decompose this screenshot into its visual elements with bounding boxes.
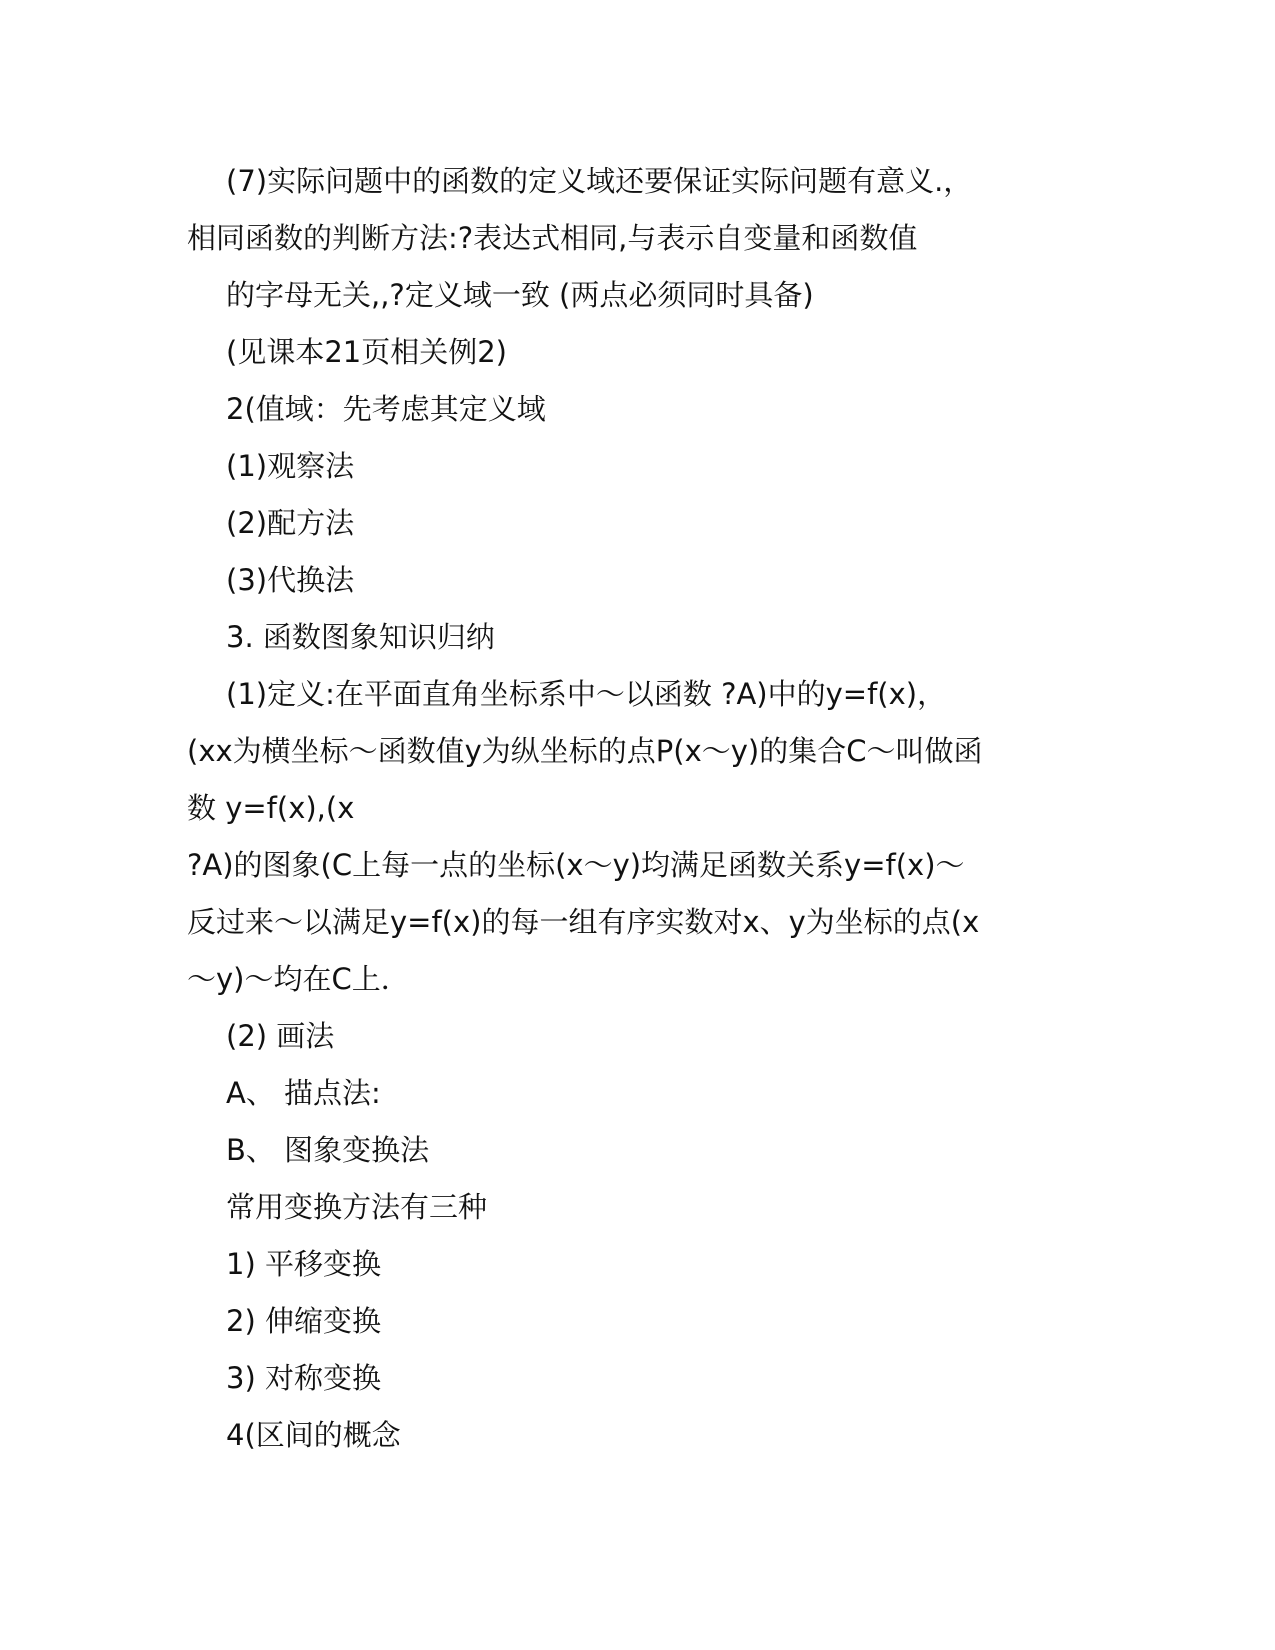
text-line-19: 常用变换方法有三种 <box>226 1190 488 1224</box>
text-line-23: 4(区间的概念 <box>226 1418 401 1452</box>
document-body <box>187 153 1087 1464</box>
text-line-12: 数 y=f(x),(x <box>187 791 355 825</box>
text-line-8: (3)代换法 <box>226 563 355 597</box>
text-line-10: (1)定义:在平面直角坐标系中～以函数 ?A)中的y=f(x)， <box>226 677 947 711</box>
text-line-15: ～y)～均在C上． <box>187 962 410 996</box>
text-line-2: 相同函数的判断方法:?表达式相同,与表示自变量和函数值 <box>187 221 918 255</box>
text-line-9: 3. 函数图象知识归纳 <box>226 620 495 654</box>
text-line-17: A、 描点法: <box>226 1076 381 1110</box>
text-line-21: 2) 伸缩变换 <box>226 1304 381 1338</box>
text-line-16: (2) 画法 <box>226 1019 335 1053</box>
text-line-13: ?A)的图象(C上每一点的坐标(x～y)均满足函数关系y=f(x)～ <box>187 848 965 882</box>
text-line-20: 1) 平移变换 <box>226 1247 381 1281</box>
text-line-1: (7)实际问题中的函数的定义域还要保证实际问题有意义.， <box>226 164 973 198</box>
text-line-3: 的字母无关,,?定义域一致 (两点必须同时具备) <box>226 278 814 312</box>
text-line-7: (2)配方法 <box>226 506 355 540</box>
text-line-5: 2(值域：先考虑其定义域 <box>226 392 546 426</box>
text-line-11: (xx为横坐标～函数值y为纵坐标的点P(x～y)的集合C～叫做函 <box>187 734 983 768</box>
text-line-6: (1)观察法 <box>226 449 355 483</box>
text-line-22: 3) 对称变换 <box>226 1361 381 1395</box>
text-line-18: B、 图象变换法 <box>226 1133 430 1167</box>
text-line-14: 反过来～以满足y=f(x)的每一组有序实数对x、y为坐标的点(x <box>187 905 980 939</box>
text-line-4: (见课本21页相关例2) <box>226 335 507 369</box>
